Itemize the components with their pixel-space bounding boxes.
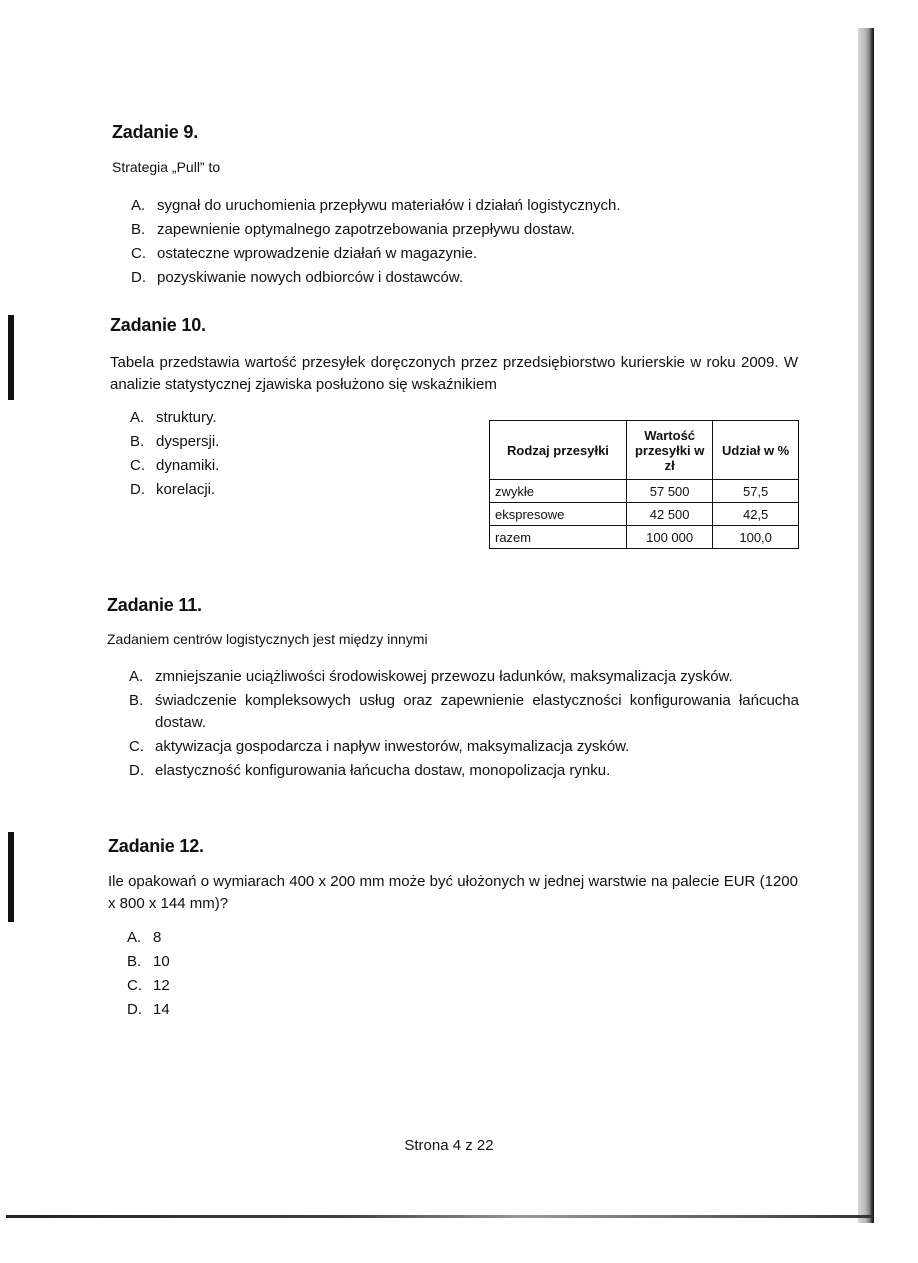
option-letter: C. (130, 457, 145, 474)
table-cell: 42 500 (626, 503, 712, 526)
table-cell: 57 500 (626, 480, 712, 503)
table-row (490, 526, 799, 549)
option-letter: D. (130, 481, 145, 498)
task-12-title: Zadanie 12. (108, 836, 204, 856)
option-text: zapewnienie optymalnego zapotrzebowania przepływu dostaw. (157, 221, 575, 238)
task-10-options (130, 406, 430, 502)
option-text: 10 (153, 953, 170, 970)
option-text: ostateczne wprowadzenie działań w magazynie. (157, 245, 478, 262)
option-letter: D. (129, 762, 144, 779)
table-header-row (490, 421, 799, 480)
scan-binding-mark (8, 315, 14, 400)
option-letter: C. (131, 245, 146, 262)
table-header-cell: Wartość przesyłki w zł (626, 421, 712, 480)
task-10-question: Tabela przedstawia wartość przesyłek doręczonych przez przedsiębiorstwo kurierskie w roku 2009. W analizie statystycznej zjawiska posłużono się wskaźnikiem (110, 354, 798, 393)
option-letter: A. (127, 929, 142, 946)
task-10-option-a (130, 406, 430, 430)
option-letter: B. (131, 221, 146, 238)
option-text: dyspersji. (156, 433, 220, 450)
task-11-question: Zadaniem centrów logistycznych jest między innymi (107, 631, 428, 647)
option-text: korelacji. (156, 481, 216, 498)
option-text: sygnał do uruchomienia przepływu materiałów i działań logistycznych. (157, 197, 621, 214)
table-row (490, 480, 799, 503)
table-row (490, 503, 799, 526)
option-letter: B. (130, 433, 145, 450)
task-9-option-b (131, 218, 751, 242)
task-12-option-a (127, 926, 327, 950)
option-text: dynamiki. (156, 457, 220, 474)
task-11-option-d (129, 760, 799, 782)
task-12-option-b (127, 950, 327, 974)
task-9-option-a (131, 194, 751, 218)
option-text: struktury. (156, 409, 217, 426)
task-10-option-b (130, 430, 430, 454)
table-cell: 100,0 (713, 526, 799, 549)
option-text: 14 (153, 1001, 170, 1018)
task-12-option-d (127, 998, 327, 1022)
option-text: pozyskiwanie nowych odbiorców i dostawców. (157, 269, 463, 286)
task-9-question: Strategia „Pull” to (112, 159, 221, 175)
table-cell: zwykłe (490, 480, 627, 503)
scan-edge-bottom (6, 1215, 872, 1218)
option-text: zmniejszanie uciążliwości środowiskowej przewozu ładunków, maksymalizacja zysków. (155, 668, 733, 685)
option-text: świadczenie kompleksowych usług oraz zapewnienie elastyczności konfigurowania łańcucha dostaw. (155, 692, 799, 731)
task-11-option-b (129, 690, 799, 734)
task-9-option-c (131, 242, 751, 266)
option-letter: D. (127, 1001, 142, 1018)
shipment-value-table (489, 420, 799, 549)
task-11-title: Zadanie 11. (107, 595, 202, 615)
page-number: Strona 4 z 22 (404, 1137, 494, 1154)
option-letter: D. (131, 269, 146, 286)
table-cell: ekspresowe (490, 503, 627, 526)
table-header-cell: Rodzaj przesyłki (490, 421, 627, 480)
task-11-option-a (129, 666, 799, 688)
option-text: 12 (153, 977, 170, 994)
table-header-cell: Udział w % (713, 421, 799, 480)
task-12-question: Ile opakowań o wymiarach 400 x 200 mm może być ułożonych w jednej warstwie na palecie EUR (1200 x 800 x 144 mm)? (108, 873, 798, 912)
table-cell: 100 000 (626, 526, 712, 549)
task-10-title: Zadanie 10. (110, 315, 206, 335)
task-9-title: Zadanie 9. (112, 122, 199, 142)
option-text: elastyczność konfigurowania łańcucha dostaw, monopolizacja rynku. (155, 762, 611, 779)
task-11-option-c (129, 736, 799, 758)
option-letter: C. (129, 738, 144, 755)
table-cell: 57,5 (713, 480, 799, 503)
option-letter: A. (129, 668, 144, 685)
task-9-option-d (131, 266, 751, 290)
task-10-option-d (130, 478, 430, 502)
scan-edge-right (858, 28, 874, 1223)
option-letter: A. (131, 197, 146, 214)
option-letter: B. (129, 692, 144, 709)
option-letter: C. (127, 977, 142, 994)
table-cell: razem (490, 526, 627, 549)
task-10-option-c (130, 454, 430, 478)
option-text: aktywizacja gospodarcza i napływ inwestorów, maksymalizacja zysków. (155, 738, 630, 755)
scan-binding-mark (8, 832, 14, 922)
table-cell: 42,5 (713, 503, 799, 526)
task-9-options (131, 194, 751, 290)
task-11-options (129, 666, 799, 784)
task-12-option-c (127, 974, 327, 998)
option-text: 8 (153, 929, 162, 946)
option-letter: A. (130, 409, 145, 426)
task-12-options (127, 926, 327, 1022)
option-letter: B. (127, 953, 142, 970)
